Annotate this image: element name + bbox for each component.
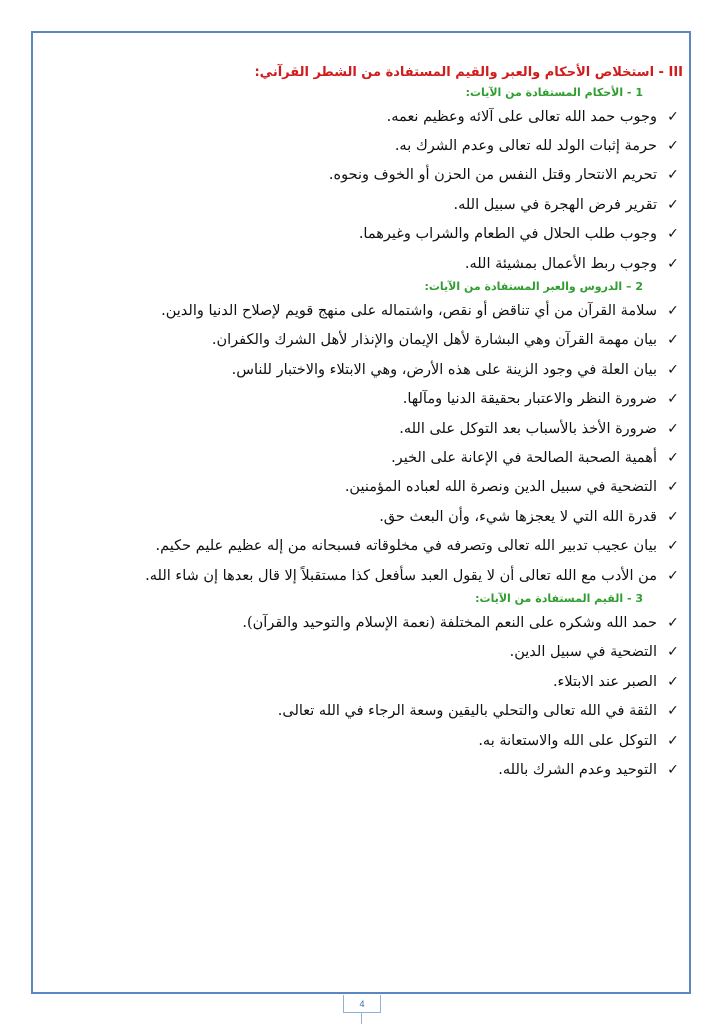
list-item xyxy=(83,755,683,784)
list-item xyxy=(83,696,683,725)
rulings-list xyxy=(83,102,683,278)
item-text: وجوب حمد الله تعالى على آلائه وعظيم نعمه. xyxy=(386,108,657,125)
check-icon: ✓ xyxy=(667,138,679,155)
check-icon: ✓ xyxy=(667,538,679,555)
page-number: 4 xyxy=(343,995,381,1013)
item-text: حمد الله وشكره على النعم المختلفة (نعمة الإسلام والتوحيد والقرآن). xyxy=(242,614,657,631)
check-icon: ✓ xyxy=(667,361,679,378)
check-icon: ✓ xyxy=(667,732,679,749)
values-list xyxy=(83,608,683,784)
check-icon: ✓ xyxy=(667,167,679,184)
item-text: تحريم الانتحار وقتل النفس من الحزن أو الخوف ونحوه. xyxy=(328,167,657,184)
list-item xyxy=(83,443,683,472)
item-text: أهمية الصحبة الصالحة في الإعانة على الخير. xyxy=(391,449,657,466)
item-text: التوكل على الله والاستعانة به. xyxy=(478,732,657,749)
main-title: III - استخلاص الأحكام والعبر والقيم المستفادة من الشطر القرآني: xyxy=(254,65,683,80)
check-icon: ✓ xyxy=(667,761,679,778)
list-item xyxy=(83,561,683,590)
list-item xyxy=(83,667,683,696)
lessons-list xyxy=(83,296,683,590)
list-item xyxy=(83,726,683,755)
section-title-rulings: 1 - الأحكام المستفادة من الآيات: xyxy=(465,86,643,99)
check-icon: ✓ xyxy=(667,196,679,213)
check-icon: ✓ xyxy=(667,255,679,272)
list-item xyxy=(83,502,683,531)
item-text: الثقة في الله تعالى والتحلي باليقين وسعة الرجاء في الله تعالى. xyxy=(277,703,657,720)
item-text: بيان مهمة القرآن وهي البشارة لأهل الإيمان والإنذار لأهل الشرك والكفران. xyxy=(211,332,657,349)
list-item xyxy=(83,249,683,278)
item-text: ضرورة الأخذ بالأسباب بعد التوكل على الله. xyxy=(399,420,657,437)
list-item xyxy=(83,473,683,502)
item-text: سلامة القرآن من أي تناقض أو نقص، واشتماله على منهج قويم لإصلاح الدنيا والدين. xyxy=(161,303,657,320)
check-icon: ✓ xyxy=(667,391,679,408)
item-text: بيان العلة في وجود الزينة على هذه الأرض، وهي الابتلاء والاختبار للناس. xyxy=(231,361,657,378)
list-item xyxy=(83,608,683,637)
check-icon: ✓ xyxy=(667,644,679,661)
item-text: ضرورة النظر والاعتبار بحقيقة الدنيا ومآلها. xyxy=(402,391,657,408)
item-text: بيان عجيب تدبير الله تعالى وتصرفه في مخلوقاته فسبحانه من إله عظيم عليم حكيم. xyxy=(155,538,657,555)
item-text: حرمة إثبات الولد لله تعالى وعدم الشرك به. xyxy=(394,138,657,155)
section-title-lessons: 2 – الدروس والعبر المستفادة من الآيات: xyxy=(424,280,643,294)
document-content xyxy=(83,62,683,785)
check-icon: ✓ xyxy=(667,449,679,466)
list-item xyxy=(83,220,683,249)
check-icon: ✓ xyxy=(667,673,679,690)
check-icon: ✓ xyxy=(667,479,679,496)
item-text: التوحيد وعدم الشرك بالله. xyxy=(498,761,657,778)
section-title-values: 3 - القيم المستفادة من الآيات: xyxy=(475,592,643,606)
list-item xyxy=(83,414,683,443)
list-item xyxy=(83,131,683,160)
check-icon: ✓ xyxy=(667,420,679,437)
check-icon: ✓ xyxy=(667,226,679,243)
item-text: التضحية في سبيل الدين ونصرة الله لعباده المؤمنين. xyxy=(344,479,657,496)
check-icon: ✓ xyxy=(667,614,679,631)
check-icon: ✓ xyxy=(667,108,679,125)
list-item xyxy=(83,296,683,325)
item-text: وجوب طلب الحلال في الطعام والشراب وغيرهما. xyxy=(358,226,657,243)
list-item xyxy=(83,190,683,219)
list-item xyxy=(83,326,683,355)
list-item xyxy=(83,385,683,414)
list-item xyxy=(83,355,683,384)
item-text: تقرير فرض الهجرة في سبيل الله. xyxy=(453,196,657,213)
item-text: قدرة الله التي لا يعجزها شيء، وأن البعث حق. xyxy=(379,508,657,525)
list-item xyxy=(83,638,683,667)
item-text: التضحية في سبيل الدين. xyxy=(509,644,657,661)
check-icon: ✓ xyxy=(667,703,679,720)
list-item xyxy=(83,531,683,560)
list-item xyxy=(83,102,683,131)
item-text: من الأدب مع الله تعالى أن لا يقول العبد سأفعل كذا مستقبلاً إلا قال بعدها إن شاء الله. xyxy=(145,567,657,584)
check-icon: ✓ xyxy=(667,332,679,349)
item-text: وجوب ربط الأعمال بمشيئة الله. xyxy=(464,255,657,272)
item-text: الصبر عند الابتلاء. xyxy=(552,673,657,690)
check-icon: ✓ xyxy=(667,567,679,584)
check-icon: ✓ xyxy=(667,508,679,525)
check-icon: ✓ xyxy=(667,303,679,320)
page-number-tick xyxy=(361,1013,362,1024)
list-item xyxy=(83,161,683,190)
